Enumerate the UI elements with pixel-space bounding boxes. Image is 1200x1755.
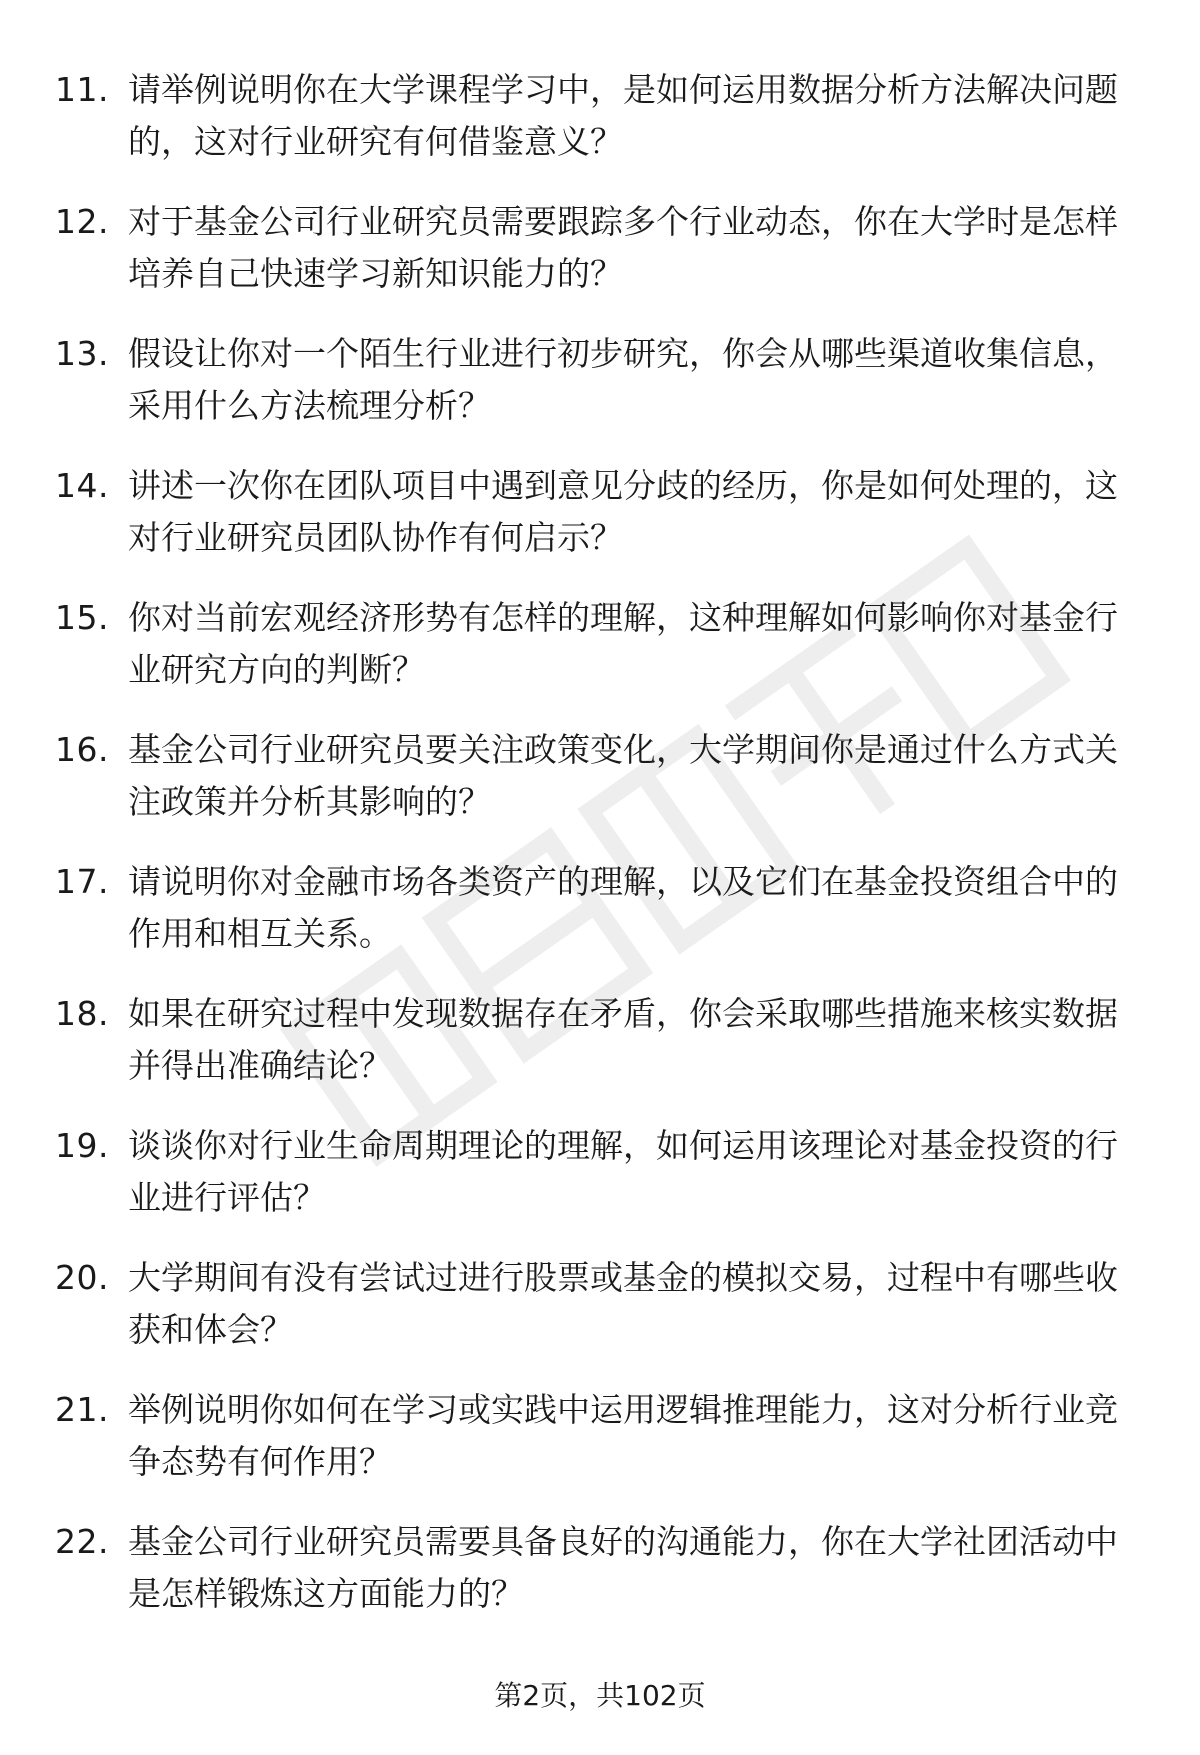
question-item — [55, 460, 1145, 592]
question-text: 请举例说明你在大学课程学习中，是如何运用数据分析方法解决问题的，这对行业研究有何借鉴意义？ — [128, 70, 1118, 161]
question-number: 16. — [55, 730, 109, 769]
question-item — [55, 724, 1145, 856]
question-number: 11. — [55, 70, 109, 109]
question-number: 14. — [55, 466, 109, 505]
question-text: 基金公司行业研究员需要具备良好的沟通能力，你在大学社团活动中是怎样锻炼这方面能力的？ — [128, 1522, 1118, 1613]
page-number-footer: 第2页，共102页 — [494, 1679, 706, 1712]
question-item — [55, 1384, 1145, 1516]
question-item — [55, 988, 1145, 1120]
question-item — [55, 856, 1145, 988]
question-text: 假设让你对一个陌生行业进行初步研究，你会从哪些渠道收集信息，采用什么方法梳理分析？ — [128, 334, 1118, 425]
question-number: 18. — [55, 994, 109, 1033]
question-item — [55, 1120, 1145, 1252]
question-text: 基金公司行业研究员要关注政策变化，大学期间你是通过什么方式关注政策并分析其影响的？ — [128, 730, 1118, 821]
question-text: 讲述一次你在团队项目中遇到意见分歧的经历，你是如何处理的，这对行业研究员团队协作有何启示？ — [128, 466, 1118, 557]
question-number: 19. — [55, 1126, 109, 1165]
question-item — [55, 328, 1145, 460]
question-number: 15. — [55, 598, 109, 637]
question-list — [55, 64, 1145, 1648]
question-text: 大学期间有没有尝试过进行股票或基金的模拟交易，过程中有哪些收获和体会？ — [128, 1258, 1118, 1349]
question-number: 12. — [55, 202, 109, 241]
question-text: 如果在研究过程中发现数据存在矛盾，你会采取哪些措施来核实数据并得出准确结论？ — [128, 994, 1118, 1085]
question-text: 请说明你对金融市场各类资产的理解，以及它们在基金投资组合中的作用和相互关系。 — [128, 862, 1118, 953]
question-item — [55, 196, 1145, 328]
question-number: 17. — [55, 862, 109, 901]
question-item — [55, 592, 1145, 724]
question-text: 举例说明你如何在学习或实践中运用逻辑推理能力，这对分析行业竞争态势有何作用？ — [128, 1390, 1118, 1481]
question-number: 21. — [55, 1390, 109, 1429]
question-item — [55, 1516, 1145, 1648]
question-text: 你对当前宏观经济形势有怎样的理解，这种理解如何影响你对基金行业研究方向的判断？ — [128, 598, 1118, 689]
question-number: 20. — [55, 1258, 109, 1297]
question-item — [55, 64, 1145, 196]
question-number: 22. — [55, 1522, 109, 1561]
question-item — [55, 1252, 1145, 1384]
question-number: 13. — [55, 334, 109, 373]
question-text: 对于基金公司行业研究员需要跟踪多个行业动态，你在大学时是怎样培养自己快速学习新知识能力的？ — [128, 202, 1118, 293]
question-text: 谈谈你对行业生命周期理论的理解，如何运用该理论对基金投资的行业进行评估？ — [128, 1126, 1118, 1217]
